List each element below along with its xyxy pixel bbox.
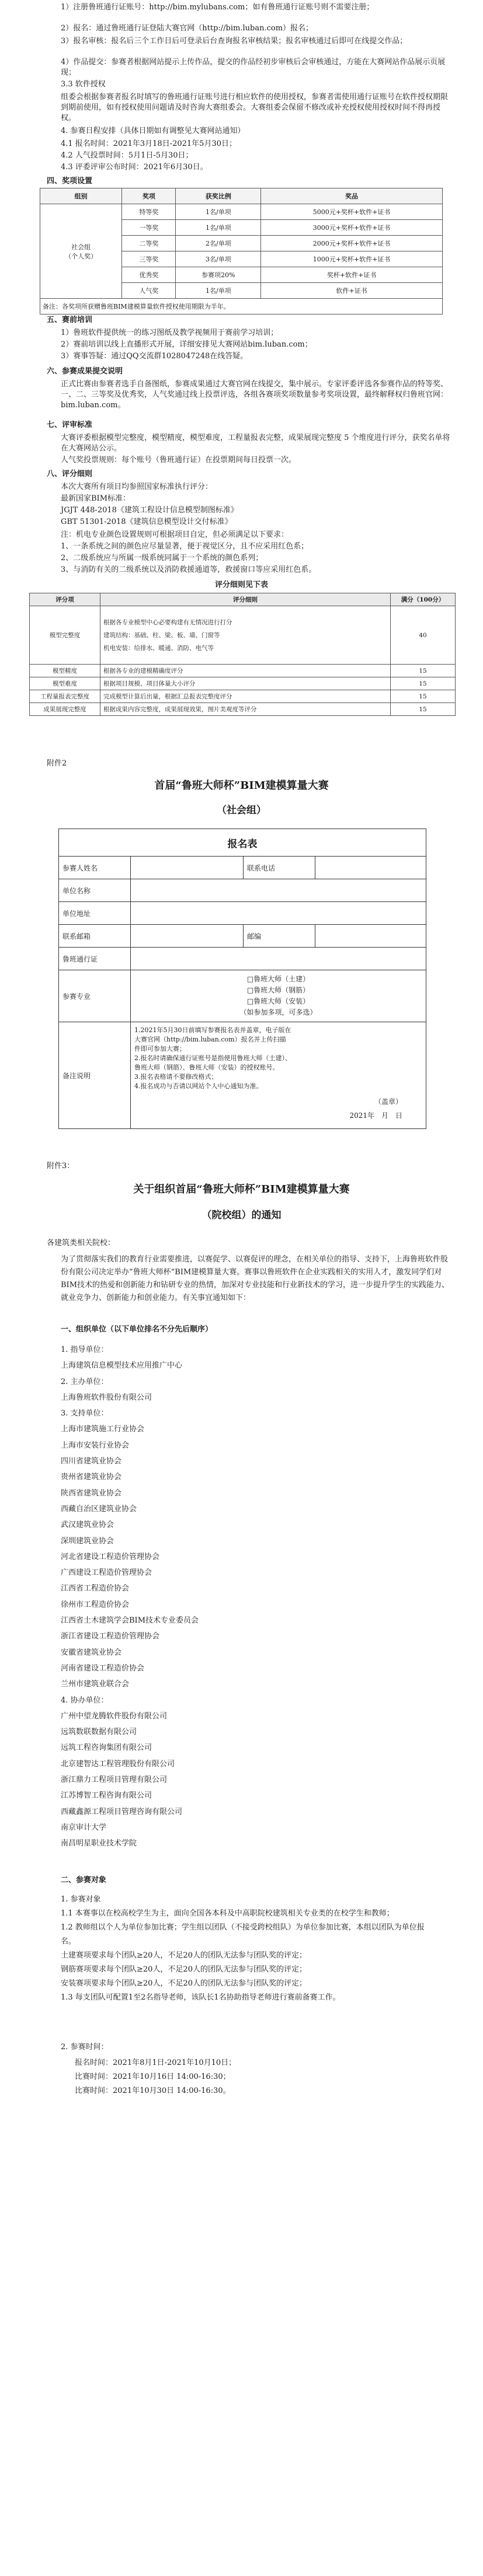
form-phone-label: 联系电话 (244, 857, 315, 879)
score-header-item: 评分项 (30, 593, 100, 606)
prize-group-cell: 社会组 （个人奖） (40, 204, 122, 299)
participants-line: 1. 参赛对象 (61, 1895, 101, 1904)
attachment2-subtitle: （社会组） (217, 805, 266, 816)
major-option-install[interactable]: □鲁班大师（安装） (246, 997, 310, 1005)
org-line: 远筑工程咨询集团有限公司 (61, 1743, 152, 1753)
org-line: 1. 指导单位： (61, 1345, 109, 1354)
participants-line: 土建赛项要求每个团队≥20人，不足20人的团队无法参与团队奖的评定； (61, 1951, 307, 1960)
sec1-item-2: 2）报名：通过鲁班通行证登陆大赛官网（http://bim.luban.com）报名； (61, 24, 314, 33)
score-detail-cell: 根据项目规模、项目体量大小评分 (100, 677, 391, 690)
prize-header-award: 奖项 (122, 188, 176, 204)
org-line: 上海鲁班软件股份有限公司 (61, 1393, 152, 1402)
org-line: 2. 主办单位： (61, 1377, 109, 1386)
attachment3-subtitle: （院校组）的通知 (201, 1210, 282, 1221)
org-line: 浙江鼎力工程项目管理有限公司 (61, 1775, 168, 1785)
form-name-label: 参赛人姓名 (59, 857, 131, 879)
score-points-cell: 40 (391, 606, 456, 665)
org-line: 贵州省建筑业协会 (61, 1473, 122, 1482)
form-date: 2021年 月 日 (349, 1112, 402, 1120)
score-detail-cell: 根据各专业模型中心必要构建有无情况进行打分 建筑结构：基础、柱、梁、板、墙、门窗等 机电安装：给排水、暖通、消防、电气等 (100, 606, 391, 665)
score-detail-cell: 根据各专业的建模精确度评分 (100, 665, 391, 677)
training-item-2: 2）赛前培训以线上直播形式开展，详细安排见大赛网站bim.luban.com； (61, 340, 312, 349)
training-heading: 五、赛前培训 (47, 316, 93, 324)
submission-text: 正式比赛由参赛者选手自备图纸，参赛成果通过大赛官网在线提交，集中展示。专家评委评选各参赛作品的特等奖、一、二、三等奖及优秀奖，人气奖通过线上投票评选，各组各赛项奖项数量参考奖项设置，最终解释权归鲁班官网：bim.luban.com。 (61, 380, 449, 410)
participants-heading: 二、参赛对象 (61, 1876, 107, 1885)
prize-cell: 2名/单项 (176, 236, 261, 251)
participants-line: 钢筋赛项要求每个团队≥20人，不足20人的团队无法参与团队奖的评定； (61, 1965, 307, 1974)
org-line: 北京建智达工程管理股份有限公司 (61, 1759, 175, 1768)
prize-cell: 特等奖 (122, 204, 176, 220)
scoring-item-3: JGJT 448-2018《建筑工程设计信息模型制图标准》 (61, 506, 238, 515)
org-list (47, 1342, 436, 1852)
form-notes-label: 备注说明 (59, 1022, 131, 1129)
score-item-cell: 模型完整度 (30, 606, 100, 665)
org-line: 深圳建筑业协会 (61, 1536, 114, 1546)
sec1-item-3: 3）报名审核：报名后三个工作日后可登录后台查询报名审核结果；报名审核通过后即可在线提交作品； (61, 37, 408, 46)
org-line: 广州中望龙腾软件股份有限公司 (61, 1711, 168, 1721)
org-line: 南京审计大学 (61, 1823, 107, 1832)
score-item-cell: 模型精度 (30, 665, 100, 677)
form-unit-field[interactable] (131, 879, 426, 902)
prize-cell: 奖杯+软件+证书 (261, 267, 443, 283)
prize-cell: 5000元+奖杯+软件+证书 (261, 204, 443, 220)
form-notes-cell (131, 1022, 426, 1129)
participants-line: 安装赛项要求每个团队≥20人，不足20人的团队无法参与团队奖的评定； (61, 1979, 307, 1988)
form-stamp: （盖章） (374, 1097, 402, 1106)
org-line: 上海建筑信息模型技术应用推广中心 (61, 1361, 183, 1371)
form-pass-field[interactable] (131, 948, 426, 970)
score-table-title: 评分细则见下表 (214, 581, 268, 589)
score-table (29, 593, 456, 716)
form-phone-field[interactable] (315, 857, 426, 879)
major-option-rebar[interactable]: □鲁班大师（钢筋） (246, 986, 310, 994)
participants-line: 1.3 每支团队可配置1至2名指导老师，该队长1名协助指导老师进行赛前备赛工作。 (61, 1993, 340, 2002)
score-header-full: 满分（100分） (391, 593, 456, 606)
sec1-item-9: 4.2 人气投票时间：5月1日-5月30日； (61, 151, 193, 160)
sec1-item-10: 4.3 评委评审公布时间：2021年6月30日。 (61, 163, 208, 172)
prize-table (40, 188, 443, 314)
scoring-item-4: GBT 51301-2018《建筑信息模型设计交付标准》 (61, 518, 232, 526)
org-line: 3. 支持单位： (61, 1409, 109, 1418)
prize-header-ratio: 获奖比例 (176, 188, 261, 204)
attachment3-title: 关于组织首届“鲁班大师杯”BIM建模算量大赛 (133, 1183, 350, 1196)
form-address-field[interactable] (131, 902, 426, 925)
intro-text: 为了贯彻落实我们的教育行业需要推进，以赛促学、以赛促评的理念，在相关单位的指导、支持下，上海鲁班软件股份有限公司决定举办“鲁班大师杯”BIM建模算量大赛。赛事以鲁班软件在企业实践相关的实用人才，激发同学们对BIM技术的热爱和创新能力和钻研专业的热情，加深对专业技能和行业新技术的学习，进一步提升学生的实践能力、就业竞争力、创新能力和创业能力。有关事宜通知如下： (61, 1255, 450, 1302)
form-email-field[interactable] (131, 925, 244, 948)
scoring-heading: 八、评分细则 (47, 470, 93, 478)
time-line: 报名时间：2021年8月1日-2021年10月10日； (75, 2058, 237, 2067)
score-detail-cell: 根据成果内容完整度，成果展现效果，图片美观度等评分 (100, 703, 391, 716)
sec1-item-6: 组委会根据参赛者报名时填写的鲁班通行证账号进行相应软件的使用授权，参赛者需使用通行证账号在软件授权期限到期前使用，如有授权使用问题请及时咨询大赛组委会。大赛组委会保留不修改或补充授权使用授权时间不得再授权。 (61, 93, 449, 123)
sec1-item-7: 4. 参赛日程安排（具体日期如有调整见大赛网站通知） (61, 127, 245, 135)
org-line: 陕西省建筑业协会 (61, 1488, 122, 1498)
org-line: 四川省建筑业协会 (61, 1457, 122, 1466)
attachment2-title: 首届“鲁班大师杯”BIM建模算量大赛 (154, 780, 329, 792)
scoring-item-6: 1、一条系统之间的颜色应尽量显著，便于视觉区分，且不应采用红色系； (61, 542, 309, 551)
score-points-cell: 15 (391, 690, 456, 703)
scoring-item-1: 本次大赛所有项目均参照国家标准执行评分： (61, 483, 213, 491)
org-line: 江西省土木建筑学会BIM技术专业委员会 (61, 1616, 199, 1626)
org-line: 浙江省建设工程造价管理协会 (61, 1632, 160, 1641)
org-line: 安徽省建筑业协会 (61, 1648, 122, 1657)
participants-line: 1.2 教师组以个人为单位参加比赛；学生组以团队（不接受跨校组队）为单位参加比赛，本组以团队为单位报名。 (61, 1923, 425, 1946)
time-line: 比赛时间：2021年10月30日 14:00-16:30。 (75, 2086, 231, 2095)
prize-cell: 1000元+奖杯+软件+证书 (261, 251, 443, 267)
training-item-1: 1）鲁班软件提供统一的练习图纸及教学视频用于赛前学习培训； (61, 328, 279, 337)
criteria-vote-text: 人气奖投票规则：每个账号（鲁班通行证）在投票期间每日投票一次。 (61, 456, 297, 464)
score-detail-cell: 完成模型计算后出量，根据汇总报表完整度评分 (100, 690, 391, 703)
prize-cell: 2000元+奖杯+软件+证书 (261, 236, 443, 251)
form-zip-field[interactable] (315, 925, 426, 948)
score-header-detail: 评分细则 (100, 593, 391, 606)
major-option-civil[interactable]: □鲁班大师（土建） (246, 975, 310, 983)
score-points-cell: 15 (391, 677, 456, 690)
score-points-cell: 15 (391, 703, 456, 716)
org-line: 上海市建筑施工行业协会 (61, 1425, 145, 1434)
prize-header-group: 组别 (40, 188, 122, 204)
org-line: 远筑数联数据有限公司 (61, 1728, 137, 1737)
form-zip-label: 邮编 (244, 925, 315, 948)
major-multi-note: （如参加多项，可多选） (239, 1008, 317, 1016)
score-item-cell: 成果展现完整度 (30, 703, 100, 716)
participants-line: 1.1 本赛事以在校高校学生为主，面向全国各本科及中高职院校建筑相关专业类的在校学生和教师； (61, 1909, 394, 1918)
sec1-item-4: 4）作品提交：参赛者根据网站提示上传作品，提交的作品经初步审核后会审核通过，方能在大赛网站作品展示页展现； (61, 58, 446, 77)
prize-cell: 三等奖 (122, 251, 176, 267)
prize-header-prize: 奖品 (261, 188, 443, 204)
prize-cell: 1名/单项 (176, 204, 261, 220)
org-heading: 一、组织单位（以下单位排名不分先后顺序） (61, 1325, 213, 1334)
org-line: 南昌明星职业技术学院 (61, 1839, 137, 1848)
training-item-3: 3）赛事答疑：通过QQ交流群1028047248在线答疑。 (61, 352, 248, 361)
time-heading: 2. 参赛时间： (61, 2043, 109, 2051)
form-title: 报名表 (59, 829, 426, 857)
time-line: 比赛时间：2021年10月16日 14:00-16:30； (75, 2072, 231, 2081)
prize-cell: 3000元+奖杯+软件+证书 (261, 220, 443, 236)
submission-heading: 六、参赛成果提交说明 (47, 367, 123, 376)
prize-cell: 优秀奖 (122, 267, 176, 283)
sec1-item-8: 4.1 报名时间：2021年3月18日-2021年5月30日； (61, 139, 237, 148)
org-line: 西藏自治区建筑业协会 (61, 1504, 137, 1514)
org-line: 江苏博智工程咨询有限公司 (61, 1791, 152, 1801)
score-points-cell: 15 (391, 665, 456, 677)
org-line: 河南省建设工程造价协会 (61, 1663, 145, 1673)
prize-cell: 1名/单项 (176, 283, 261, 299)
sec1-item-1: 1）注册鲁班通行证账号：http://bim.mylubans.com；如有鲁班通行证账号则不需要注册； (61, 3, 374, 12)
scoring-item-8: 3、与消防有关的二级系统以及消防救援通道等，救援窗口等应采用红色系。 (61, 565, 317, 574)
prize-heading: 四、奖项设置 (47, 177, 93, 186)
prize-cell: 二等奖 (122, 236, 176, 251)
form-name-field[interactable] (131, 857, 244, 879)
org-line: 4. 协办单位： (61, 1696, 109, 1705)
form-notes-text: 1.2021年5月30日前填写参赛报名表并盖章，电子版在大赛官网（http://bim.luban.com）报名并上传扫描件即可参加大赛； 2.报名时请确保通行证账号是指使用鲁班大师（土建）、鲁班大师（钢筋）、鲁班大师（安装）的授权账号。 3.报名表格请不要修改格式； 4.报名成功与否请以网站个人中心通知为准。 (134, 1026, 291, 1090)
scoring-item-7: 2、二级系统应与所属一级系统同属于一个系统的颜色系列； (61, 554, 263, 562)
form-major-options[interactable] (131, 970, 426, 1022)
form-email-label: 联系邮箱 (59, 925, 131, 948)
org-line: 西藏鑫源工程项目管理咨询有限公司 (61, 1807, 183, 1816)
attachment2-label: 附件2 (47, 759, 67, 768)
score-item-cell: 模型难度 (30, 677, 100, 690)
org-line: 广西建设工程造价管理协会 (61, 1568, 152, 1578)
participants-list (47, 1893, 436, 2005)
org-line: 河北省建设工程造价管理协会 (61, 1552, 160, 1561)
org-line: 徐州市工程造价协会 (61, 1600, 130, 1609)
prize-cell: 参赛项20% (176, 267, 261, 283)
org-line: 江西省工程造价协会 (61, 1584, 130, 1593)
org-line: 上海市安装行业协会 (61, 1441, 130, 1450)
form-unit-label: 单位名称 (59, 879, 131, 902)
prize-cell: 1名/单项 (176, 220, 261, 236)
greeting: 各建筑类相关院校： (47, 1239, 116, 1247)
prize-cell: 软件+证书 (261, 283, 443, 299)
scoring-item-5: 注：机电专业颜色设置规则可根据项目自定，但必须满足以下要求： (61, 530, 289, 539)
form-address-label: 单位地址 (59, 902, 131, 925)
prize-remark: 备注：各奖项所获赠鲁班BIM建模算量软件授权使用期限为半年。 (40, 299, 443, 314)
prize-cell: 3名/单项 (176, 251, 261, 267)
sec1-item-5: 3.3 软件授权 (61, 80, 106, 89)
registration-form (58, 829, 426, 1129)
org-line: 武汉建筑业协会 (61, 1521, 114, 1530)
org-line: 兰州市建筑业联合会 (61, 1680, 130, 1689)
form-pass-label: 鲁班通行证 (59, 948, 131, 970)
prize-cell: 一等奖 (122, 220, 176, 236)
scoring-item-2: 最新国家BIM标准： (61, 494, 130, 503)
criteria-heading: 七、评审标准 (47, 421, 93, 429)
prize-cell: 人气奖 (122, 283, 176, 299)
form-major-label: 参赛专业 (59, 970, 131, 1022)
attachment3-label: 附件3： (47, 1162, 75, 1170)
score-item-cell: 工程量报表完整度 (30, 690, 100, 703)
criteria-text: 大赛评委根据模型完整度，模型精度，模型难度，工程量报表完整，成果展现完整度 5 个维度进行评分，获奖名单将在大赛网站公示。 (61, 434, 450, 453)
time-list (47, 2056, 436, 2098)
